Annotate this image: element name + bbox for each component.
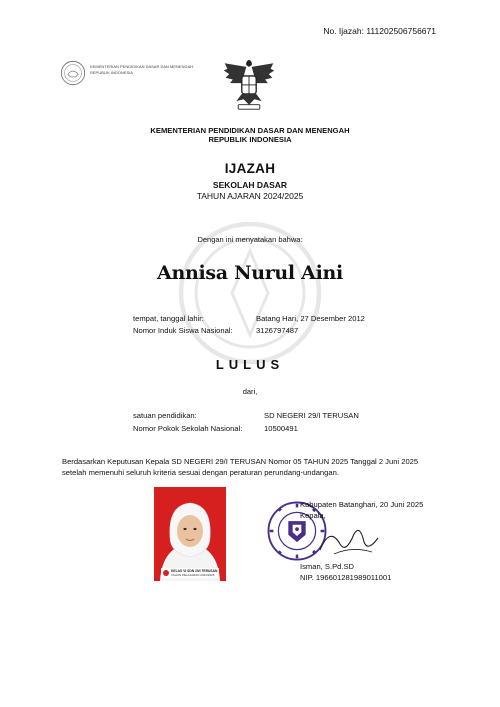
student-photo-portrait-icon (154, 487, 226, 581)
school-unit-label: satuan pendidikan: (133, 411, 197, 420)
signature-mark-icon (316, 520, 386, 560)
school-level: SEKOLAH DASAR (212, 180, 288, 190)
certificate-number: No. Ijazah: 111202506756671 (323, 26, 436, 36)
academic-year: TAHUN AJARAN 2024/2025 (196, 191, 304, 201)
decision-text: Berdasarkan Keputusan Kepala SD NEGERI 29/I TERUSAN Nomor 05 TAHUN 2025 Tanggal 2 Juni 2025 setelah memenuhi seluruh kriteria sesuai dengan peraturan perundang-undangan. (62, 457, 419, 477)
birth-value: Batang Hari, 27 Desember 2012 (256, 314, 365, 323)
signatory-nip: NIP. 196601281989011001 (300, 573, 392, 582)
birth-label: tempat, tanggal lahir: (133, 314, 204, 323)
photo-caption-line1: KELAS VI SDN 29/I TERUSAN (171, 569, 218, 573)
ministry-heading-line2: REPUBLIK INDONESIA (208, 135, 292, 144)
ministry-logo-text (90, 64, 193, 75)
declaration-text: Dengan ini menyatakan bahwa: (197, 235, 303, 244)
ministry-logo-text-line2: REPUBLIK INDONESIA (90, 69, 133, 75)
nisn-value: 3126797487 (256, 326, 299, 335)
signature-place-date: Kabupaten Batanghari, 20 Juni 2025 (300, 500, 424, 509)
npsn-value: 10500491 (264, 424, 298, 433)
ministry-logo-icon (60, 60, 86, 86)
ministry-heading (0, 126, 500, 144)
student-name: Annisa Nurul Aini (157, 262, 343, 284)
graduation-status: LULUS (215, 357, 285, 372)
signatory-name: Isman, S.Pd.SD (300, 562, 355, 571)
ministry-logo-text-line1: KEMENTERIAN PENDIDIKAN DASAR DAN MENENGAH (90, 64, 194, 69)
school-unit-value: SD NEGERI 29/I TERUSAN (264, 411, 359, 420)
photo-caption-line2: TAHUN PELAJARAN 2024/2025 (171, 573, 215, 577)
npsn-label: Nomor Pokok Sekolah Nasional: (133, 424, 243, 433)
garuda-emblem-icon (222, 56, 276, 112)
student-photo (154, 487, 226, 581)
nisn-label: Nomor Induk Siswa Nasional: (133, 326, 233, 335)
from-label: dari, (242, 387, 258, 396)
signature-role: Kepala, (300, 511, 326, 520)
document-title: IJAZAH (224, 161, 276, 176)
ministry-heading-line1: KEMENTERIAN PENDIDIKAN DASAR DAN MENENGAH (150, 126, 350, 135)
